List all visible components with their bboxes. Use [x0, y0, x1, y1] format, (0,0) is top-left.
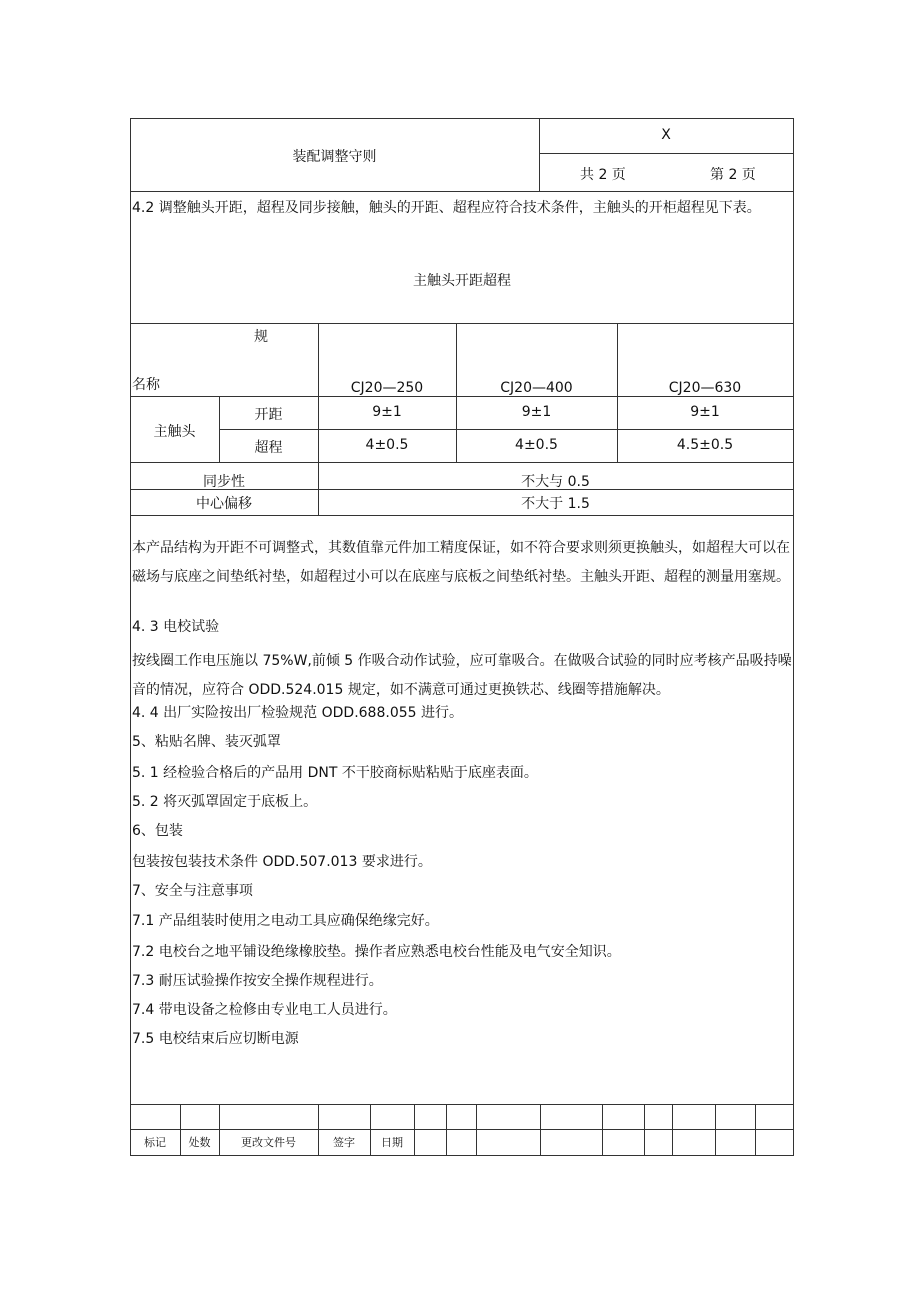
divider	[476, 1104, 477, 1155]
section-heading: 6、包装	[132, 823, 183, 839]
group-label: 主触头	[153, 424, 196, 440]
divider	[672, 1104, 673, 1155]
divider	[130, 191, 794, 192]
cell: 4.5±0.5	[676, 437, 734, 453]
cell: 9±1	[521, 404, 552, 420]
paragraph: 包装按包装技术条件 ODD.507.013 要求进行。	[132, 854, 432, 870]
total-pages: 共 2 页	[580, 167, 626, 183]
doc-code: X	[661, 127, 671, 143]
divider	[602, 1104, 603, 1155]
divider	[446, 1104, 447, 1155]
paragraph: 5. 2 将灭弧罩固定于底板上。	[132, 794, 318, 810]
doc-title: 装配调整守则	[292, 149, 377, 165]
divider	[219, 429, 794, 430]
divider	[130, 323, 794, 324]
divider	[540, 1104, 541, 1155]
divider	[715, 1104, 716, 1155]
page-number: 第 2 页	[710, 167, 756, 183]
paragraph: 7.3 耐压试验操作按安全操作规程进行。	[132, 973, 383, 989]
corner-top: 规	[254, 329, 268, 345]
section-heading: 4. 3 电校试验	[132, 619, 220, 635]
paragraph: 7.4 带电设备之检修由专业电工人员进行。	[132, 1002, 397, 1018]
divider	[644, 1104, 645, 1155]
divider	[539, 153, 793, 154]
divider	[755, 1104, 756, 1155]
offset-label: 中心偏移	[196, 496, 252, 512]
border	[130, 118, 794, 119]
paragraph: 按线圈工作电压施以 75%W,前倾 5 作吸合动作试验，应可靠吸合。在做吸合试验的同时应考核产品吸持噪音的情况，应符合 ODD.524.015 规定，如不满意可通过更换铁芯、线圈等措施解决。	[132, 653, 792, 698]
cell: 9±1	[372, 404, 402, 420]
sync-label: 同步性	[203, 474, 245, 490]
paragraph: 7.1 产品组装时使用之电动工具应确保绝缘完好。	[132, 913, 439, 929]
paragraph: 7.5 电校结束后应切断电源	[132, 1031, 299, 1047]
intro-paragraph: 4.2 调整触头开距，超程及同步接触，触头的开距、超程应符合技术条件，主触头的开柜超程见下表。	[132, 200, 761, 216]
section-heading: 5、粘贴名牌、装灭弧罩	[132, 734, 281, 750]
divider	[130, 1129, 794, 1130]
footer-label: 处数	[188, 1136, 211, 1149]
cell: 9±1	[690, 404, 720, 420]
footer-label: 标记	[144, 1136, 166, 1149]
model-header: CJ20—400	[500, 380, 573, 396]
paragraph: 7.2 电校台之地平铺设绝缘橡胶垫。操作者应熟悉电校台性能及电气安全知识。	[132, 944, 621, 960]
corner-bottom: 名称	[132, 377, 160, 393]
divider	[414, 1104, 415, 1155]
table-caption: 主触头开距超程	[413, 273, 511, 289]
border	[130, 1155, 794, 1156]
offset-value: 不大于 1.5	[521, 496, 590, 512]
model-header: CJ20—250	[350, 380, 424, 396]
divider	[130, 462, 794, 463]
row-label: 超程	[254, 440, 283, 456]
divider	[130, 1104, 794, 1105]
footer-label: 日期	[381, 1136, 403, 1149]
divider	[130, 396, 794, 397]
row-label: 开距	[254, 407, 283, 423]
footer-label: 签字	[333, 1136, 355, 1149]
sync-value: 不大与 0.5	[521, 474, 590, 490]
divider	[130, 515, 794, 516]
cell: 4±0.5	[515, 437, 558, 453]
cell: 4±0.5	[365, 437, 409, 453]
footer-label: 更改文件号	[241, 1136, 296, 1149]
section-heading: 7、安全与注意事项	[132, 883, 253, 899]
paragraph: 4. 4 出厂实险按出厂检验规范 ODD.688.055 进行。	[132, 705, 463, 721]
paragraph: 本产品结构为开距不可调整式，其数值靠元件加工精度保证，如不符合要求则须更换触头，如超程大可以在磁场与底座之间垫纸衬垫，如超程过小可以在底座与底板之间垫纸衬垫。主触头开距、超程的测量用塞规。	[132, 540, 790, 585]
model-header: CJ20—630	[668, 380, 742, 396]
paragraph: 5. 1 经检验合格后的产品用 DNT 不干胶商标贴粘贴于底座表面。	[132, 765, 538, 781]
